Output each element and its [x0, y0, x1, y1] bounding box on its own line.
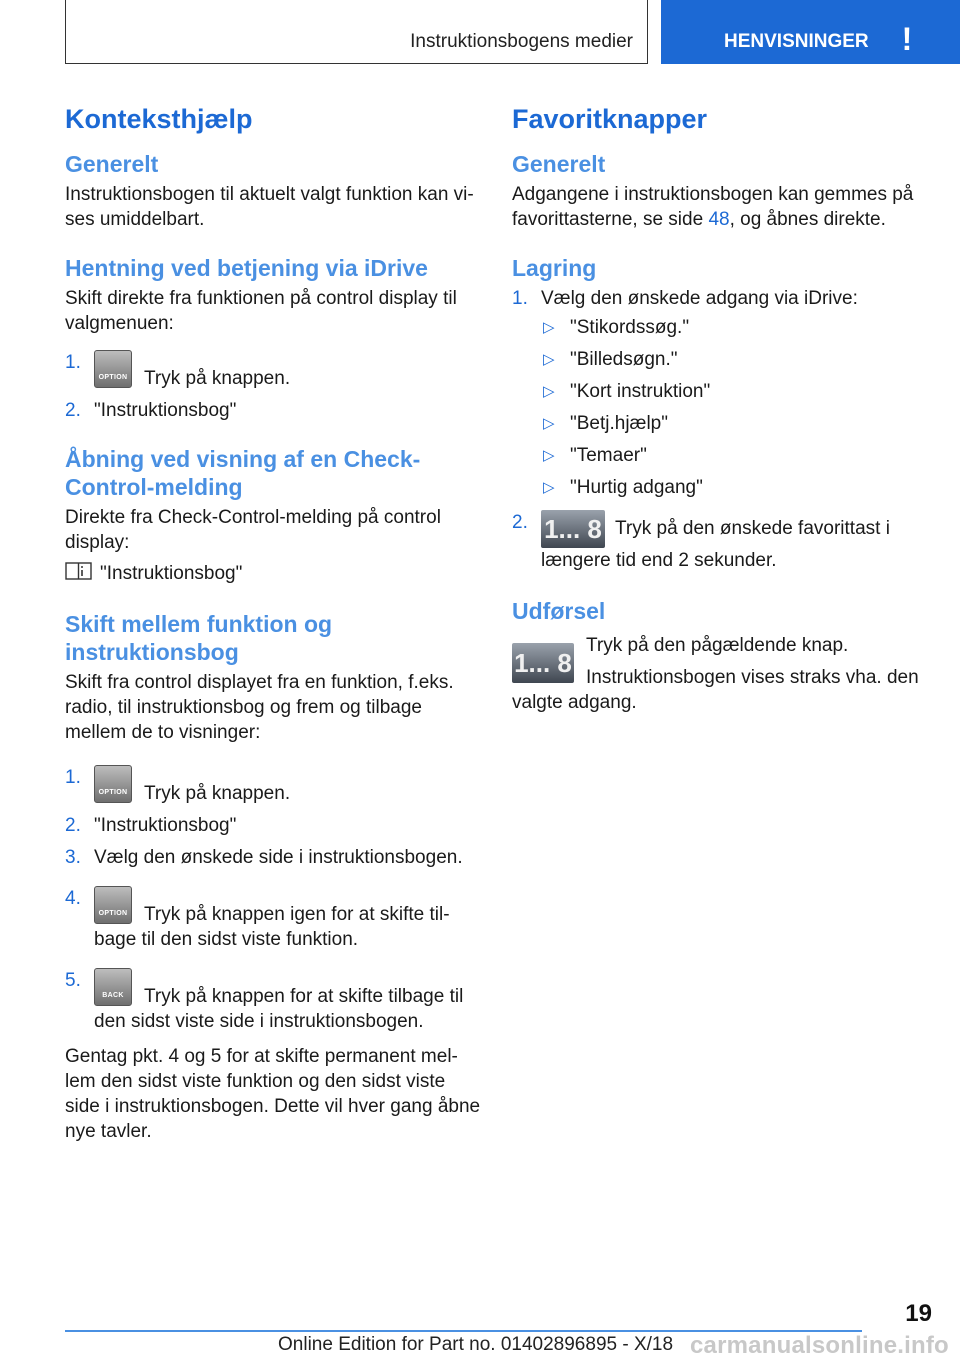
idrive-steps [65, 350, 481, 423]
exec-text-1: Tryk på den pågældende knap. [586, 635, 849, 656]
check-control-book-line: "Instruktionsbog" [65, 561, 481, 586]
header-chapter-tab: HENVISNINGER [661, 0, 960, 64]
list-item: 3. Vælg den ønskede side i instruktionsbogen. [65, 847, 463, 868]
left-column [65, 96, 481, 1166]
general-heading: Generelt [65, 151, 159, 177]
storage-steps [512, 286, 922, 573]
option-button-icon: OPTION [94, 765, 132, 803]
favorite-button-icon: 1... 8 [512, 643, 574, 683]
exec-heading: Udførsel [512, 598, 606, 624]
list-item: 1. OPTION Tryk på knappen. [65, 767, 291, 804]
storage-options [541, 315, 922, 500]
idrive-heading: Hentning ved betjening via iDrive [65, 255, 428, 281]
list-item: 2. "Instruktionsbog" [65, 400, 237, 421]
list-item: 2. 1... 8 Tryk på den ønskede favorittast i længere tid end 2 sekunder. [512, 512, 890, 571]
storage-heading: Lagring [512, 255, 597, 281]
switch-steps [65, 765, 481, 1034]
repeat-text: Gentag pkt. 4 og 5 for at skifte permanent mellem den sidst viste funktion og den sidst viste side i instruktionsbogen. Dette vil hver gang åbne nye tavler. [65, 1046, 481, 1142]
option-button-icon: OPTION [94, 886, 132, 924]
back-button-icon: BACK [94, 968, 132, 1006]
page-link[interactable]: 48 [708, 209, 730, 230]
option-button-icon: OPTION [94, 350, 132, 388]
list-item: ▷ "Temaer" [543, 445, 647, 466]
triangle-bullet-icon: ▷ [543, 415, 555, 432]
list-item: ▷ "Stikordssøg." [543, 317, 690, 338]
page-number: 19 [905, 1300, 932, 1327]
fav-general-text: Adgangene i instruktionsbogen kan gemmes på favorittasterne, se side 48, og åbnes direkte. [512, 184, 914, 230]
triangle-bullet-icon: ▷ [543, 383, 555, 400]
fav-general-heading: Generelt [512, 151, 606, 177]
list-item: 2. "Instruktionsbog" [65, 815, 237, 836]
triangle-bullet-icon: ▷ [543, 351, 555, 368]
list-item: ▷ "Betj.hjælp" [543, 413, 668, 434]
exec-block [512, 633, 922, 715]
list-item: 1. Vælg den ønskede adgang via iDrive: ▷ "Stikordssøg." ▷ "Billedsøgn." ▷ "Kort instruktion" ▷ "Betj.hjælp" ▷ "Temaer" ▷ "Hurtig adgang" [512, 286, 922, 500]
context-help-title: Konteksthjælp [65, 104, 253, 134]
list-item: 5. BACK Tryk på knappen for at skifte tilbage til den sidst viste side i instruktionsbogen. [65, 970, 464, 1032]
exec-text-2: Instruktionsbogen vises straks vha. den valgte adgang. [512, 667, 919, 713]
manual-book-icon [65, 561, 92, 581]
favorites-title: Favoritknapper [512, 104, 708, 134]
watermark: carmanualsonline.info [690, 1332, 949, 1359]
check-control-heading: Åbning ved visning af en Check-Control-melding [65, 446, 421, 500]
list-item: ▷ "Hurtig adgang" [543, 477, 703, 498]
switch-heading: Skift mellem funktion og instruktionsbog [65, 611, 333, 665]
right-column [512, 96, 922, 715]
favorite-button-icon: 1... 8 [541, 510, 605, 548]
idrive-text: Skift direkte fra funktionen på control display til valgmenuen: [65, 288, 457, 334]
check-control-text: Direkte fra Check-Control-melding på control display: [65, 507, 441, 553]
list-item: 1. OPTION Tryk på knappen. [65, 352, 291, 389]
switch-text: Skift fra control displayet fra en funktion, f.eks. radio, til instruktionsbog og frem og tilbage mellem de to visninger: [65, 672, 454, 743]
list-item: ▷ "Kort instruktion" [543, 381, 711, 402]
general-text: Instruktionsbogen til aktuelt valgt funktion kan vises umiddelbart. [65, 184, 474, 230]
triangle-bullet-icon: ▷ [543, 479, 555, 496]
exclamation-icon: ! [901, 21, 913, 57]
list-item: 4. OPTION Tryk på knappen igen for at skifte tilbage til den sidst viste funktion. [65, 888, 450, 950]
header-section-title: Instruktionsbogens medier [65, 0, 648, 64]
footer-edition: Online Edition for Part no. 01402896895 - X/18 [278, 1334, 674, 1355]
triangle-bullet-icon: ▷ [543, 319, 555, 336]
triangle-bullet-icon: ▷ [543, 447, 555, 464]
list-item: ▷ "Billedsøgn." [543, 349, 678, 370]
